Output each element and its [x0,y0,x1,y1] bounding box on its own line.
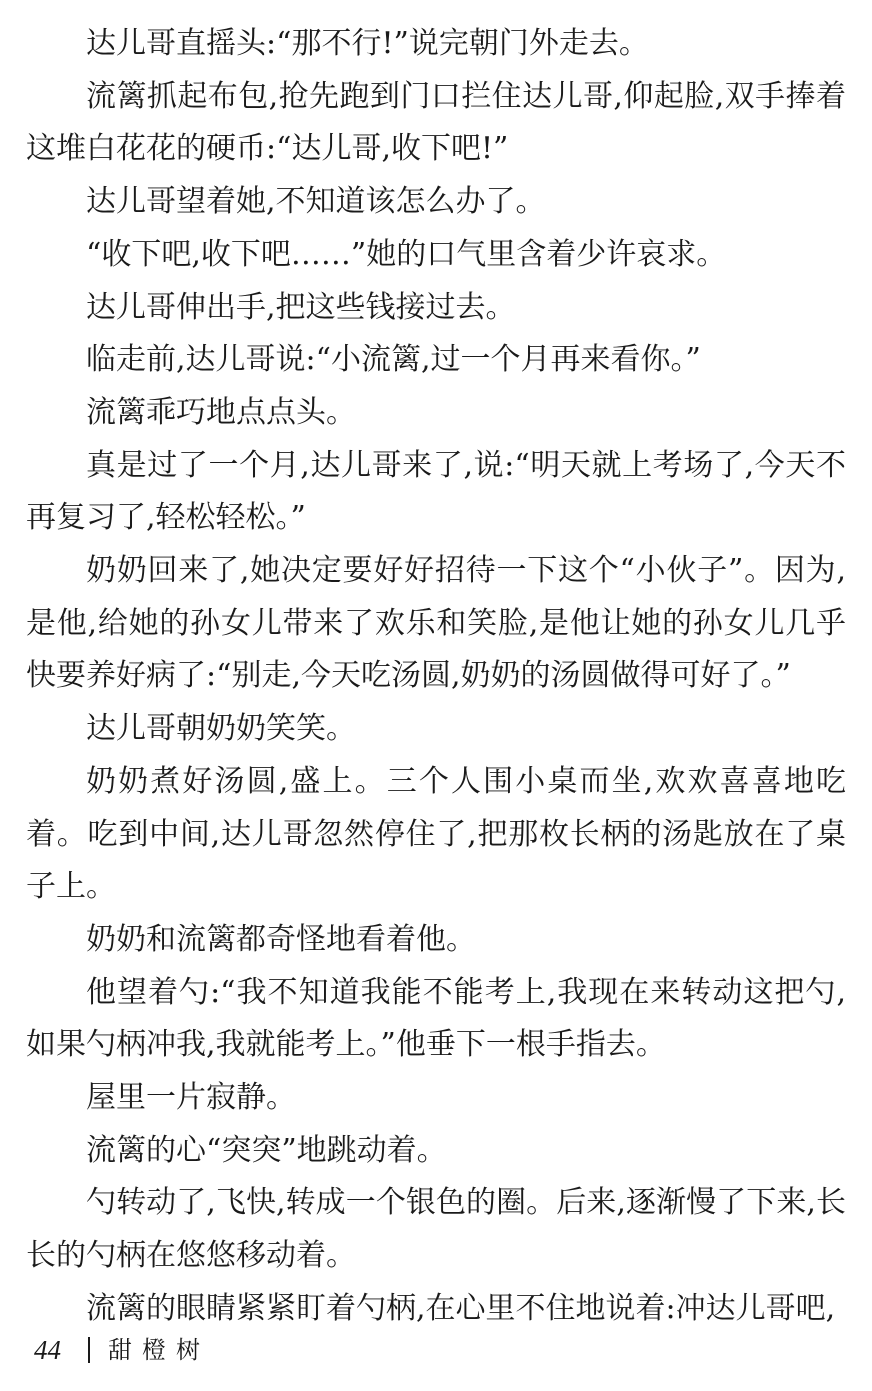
paragraph-11: 奶奶煮好汤圆,盛上。三个人围小桌而坐,欢欢喜喜地吃着。吃到中间,达儿哥忽然停住了,把那枚长柄的汤匙放在了桌子上。 [26,763,846,905]
paragraph-12: 奶奶和流篱都奇怪地看着他。 [86,921,476,957]
paragraph-2: 流篱抓起布包,抢先跑到门口拦住达儿哥,仰起脸,双手捧着这堆白花花的硬币:“达儿哥,收下吧!” [26,78,846,167]
footer-divider [88,1337,90,1363]
paragraph-6: 临走前,达儿哥说:“小流篱,过一个月再来看你。” [86,342,701,378]
paragraph-17: 流篱的眼睛紧紧盯着勺柄,在心里不住地说着:冲达儿哥吧, [86,1290,836,1326]
page-footer [34,1330,210,1370]
paragraph-7: 流篱乖巧地点点头。 [86,394,356,430]
paragraph-8: 真是过了一个月,达儿哥来了,说:“明天就上考场了,今天不再复习了,轻松轻松。” [26,447,846,536]
paragraph-10: 达儿哥朝奶奶笑笑。 [86,711,356,747]
paragraph-13: 他望着勺:“我不知道我能不能考上,我现在来转动这把勺,如果勺柄冲我,我就能考上。”他垂下一根手指去。 [26,974,846,1063]
body-text [26,18,846,1336]
book-title: 甜橙树 [108,1336,210,1364]
paragraph-5: 达儿哥伸出手,把这些钱接过去。 [86,289,516,325]
paragraph-1: 达儿哥直摇头:“那不行!”说完朝门外走去。 [86,26,649,61]
paragraph-16: 勺转动了,飞快,转成一个银色的圈。后来,逐渐慢了下来,长长的勺柄在悠悠移动着。 [26,1185,846,1274]
paragraph-15: 流篱的心“突突”地跳动着。 [86,1132,447,1168]
paragraph-3: 达儿哥望着她,不知道该怎么办了。 [86,184,546,220]
page-number: 44 [34,1335,61,1365]
paragraph-14: 屋里一片寂静。 [86,1080,296,1116]
paragraph-9: 奶奶回来了,她决定要好好招待一下这个“小伙子”。因为,是他,给她的孙女儿带来了欢乐和笑脸,是他让她的孙女儿几乎快要养好病了:“别走,今天吃汤圆,奶奶的汤圆做得可好了。” [26,553,846,694]
paragraph-4: “收下吧,收下吧……”她的口气里含着少许哀求。 [86,236,727,272]
